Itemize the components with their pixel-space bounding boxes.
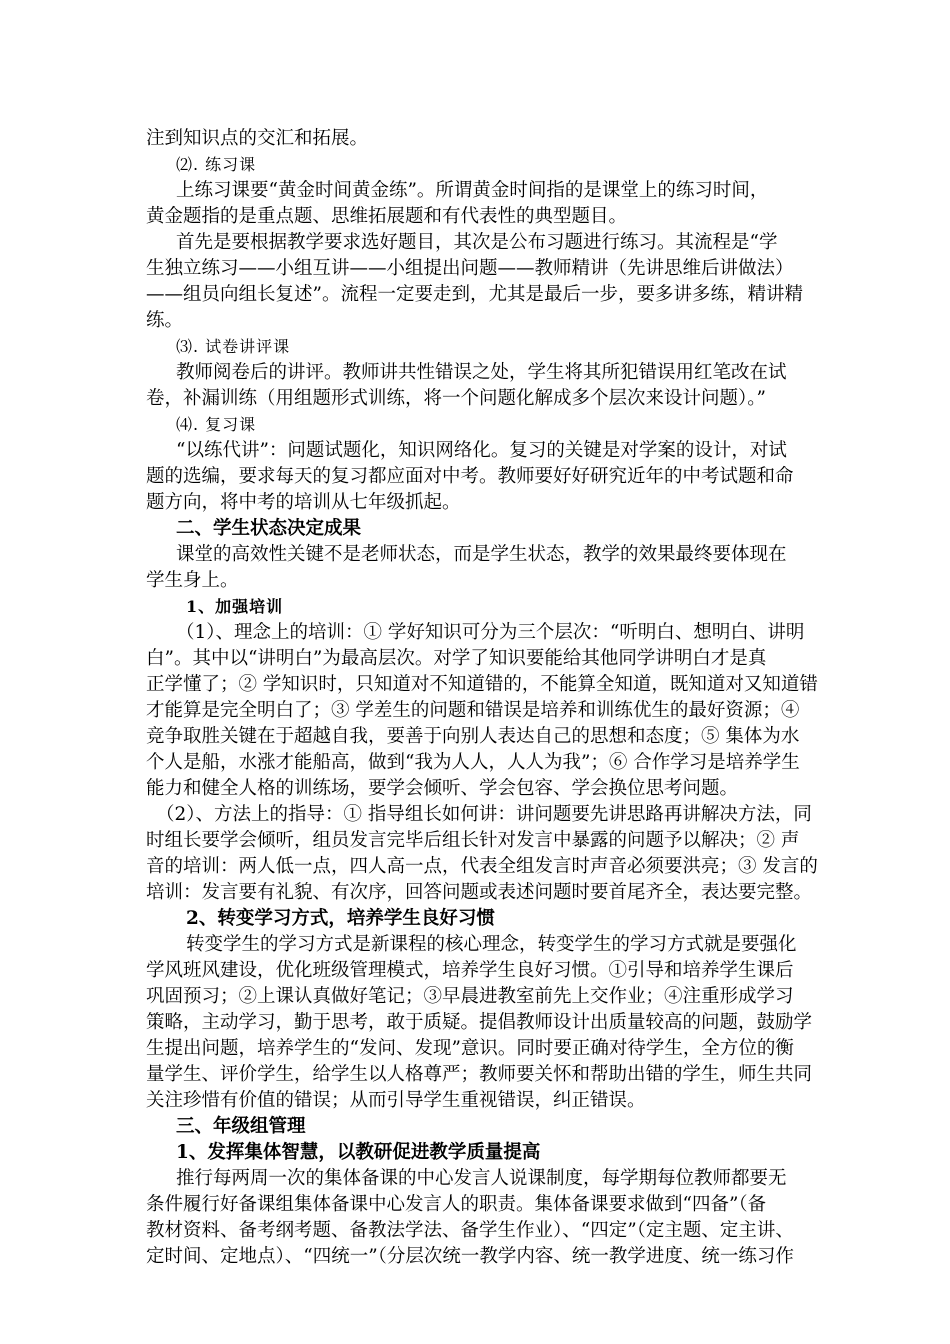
text-line: 转变学生的学习方式是新课程的核心理念，转变学生的学习方式就是要强化 — [186, 934, 797, 955]
text-line: 策略，主动学习，勤于思考，敢于质疑。提倡教师设计出质量较高的问题，鼓励学 — [146, 1012, 813, 1033]
text-line: 上练习课要“黄金时间黄金练”。所谓黄金时间指的是课堂上的练习时间， — [176, 180, 769, 201]
text-line: 题的选编，要求每天的复习都应面对中考。教师要好好研究近年的中考试题和命 — [146, 466, 794, 487]
text-line: 才能算是完全明白了；③ 学差生的问题和错误是培养和训练优生的最好资源；④ — [146, 700, 800, 721]
text-line: ——组员向组长复述”。流程一定要走到，尤其是最后一步，要多讲多练，精讲精 — [146, 284, 803, 305]
text-line: 能力和健全人格的训练场，要学会倾听、学会包容、学会换位思考问题。 — [146, 778, 739, 799]
text-line: 竞争取胜关键在于超越自我，要善于向别人表达自己的思想和态度；⑤ 集体为水 — [146, 726, 800, 747]
text-line: 时组长要学会倾听，组员发言完毕后组长针对发言中暴露的问题予以解决；② 声 — [146, 830, 800, 851]
text-line: 音的培训：两人低一点，四人高一点，代表全组发言时声音必须要洪亮；③ 发言的 — [146, 856, 818, 877]
text-line: 定时间、定地点）、“四统一”（分层次统一教学内容、统一教学进度、统一练习作 — [146, 1246, 794, 1267]
text-line: “以练代讲”：问题试题化，知识网络化。复习的关键是对学案的设计，对试 — [176, 440, 787, 461]
text-line: 首先是要根据教学要求选好题目，其次是公布习题进行练习。其流程是“学 — [176, 232, 778, 253]
text-line: 教师阅卷后的讲评。教师讲共性错误之处，学生将其所犯错误用红笔改在试 — [176, 362, 787, 383]
text-line: 正学懂了；② 学知识时，只知道对不知道错的，不能算全知道，既知道对又知道错 — [146, 674, 818, 695]
section-heading: 1、发挥集体智慧，以教研促进教学质量提高 — [176, 1142, 541, 1163]
text-line: 课堂的高效性关键不是老师状态，而是学生状态，教学的效果最终要体现在 — [176, 544, 787, 565]
text-line: 巩固预习；②上课认真做好笔记；③早晨进教室前先上交作业；④注重形成学习 — [146, 986, 794, 1007]
text-line: （2）、方法上的指导：① 指导组长如何讲：讲问题要先讲思路再讲解决方法，同 — [156, 804, 812, 825]
text-line: 个人是船，水涨才能船高，做到“我为人人，人人为我”；⑥ 合作学习是培养学生 — [146, 752, 800, 773]
text-line: 注到知识点的交汇和拓展。 — [146, 128, 369, 149]
section-heading: 二、学生状态决定成果 — [176, 518, 362, 539]
text-line: 卷，补漏训练（用组题形式训练，将一个问题化解成多个层次来设计问题）。” — [146, 388, 766, 409]
text-line: 黄金题指的是重点题、思维拓展题和有代表性的典型题目。 — [146, 206, 628, 227]
text-line: 学风班风建设，优化班级管理模式，培养学生良好习惯。①引导和培养学生课后 — [146, 960, 794, 981]
section-heading: 1、加强培训 — [186, 597, 284, 616]
section-heading: ⑷. 复习课 — [176, 415, 257, 434]
text-line: 生提出问题，培养学生的“发问、发现”意识。同时要正确对待学生，全方位的衡 — [146, 1038, 794, 1059]
text-line: 量学生、评价学生，给学生以人格尊严；教师要关怀和帮助出错的学生，师生共同 — [146, 1064, 813, 1085]
section-heading: ⑶. 试卷讲评课 — [176, 337, 291, 356]
text-line: 推行每两周一次的集体备课的中心发言人说课制度，每学期每位教师都要无 — [176, 1168, 787, 1189]
section-heading: ⑵. 练习课 — [176, 155, 257, 174]
text-line: 学生身上。 — [146, 570, 239, 591]
section-heading: 2、转变学习方式，培养学生良好习惯 — [186, 908, 495, 929]
text-line: （1）、理念上的培训：① 学好知识可分为三个层次：“听明白、想明白、讲明 — [176, 622, 805, 643]
text-line: 培训：发言要有礼貌、有次序，回答问题或表述问题时要首尾齐全，表达要完整。 — [146, 882, 813, 903]
text-line: 白”。其中以“讲明白”为最高层次。对学了知识要能给其他同学讲明白才是真 — [146, 648, 767, 669]
section-heading: 三、年级组管理 — [176, 1116, 306, 1137]
text-line: 教材资料、备考纲考题、备教法学法、备学生作业）、“四定”（定主题、定主讲、 — [146, 1220, 794, 1241]
text-line: 题方向，将中考的培训从七年级抓起。 — [146, 492, 461, 513]
text-line: 条件履行好备课组集体备课中心发言人的职责。集体备课要求做到“四备”（备 — [146, 1194, 767, 1215]
text-line: 生独立练习——小组互讲——小组提出问题——教师精讲（先讲思维后讲做法） — [146, 258, 794, 279]
text-line: 关注珍惜有价值的错误；从而引导学生重视错误，纠正错误。 — [146, 1090, 646, 1111]
text-line: 练。 — [146, 310, 184, 331]
